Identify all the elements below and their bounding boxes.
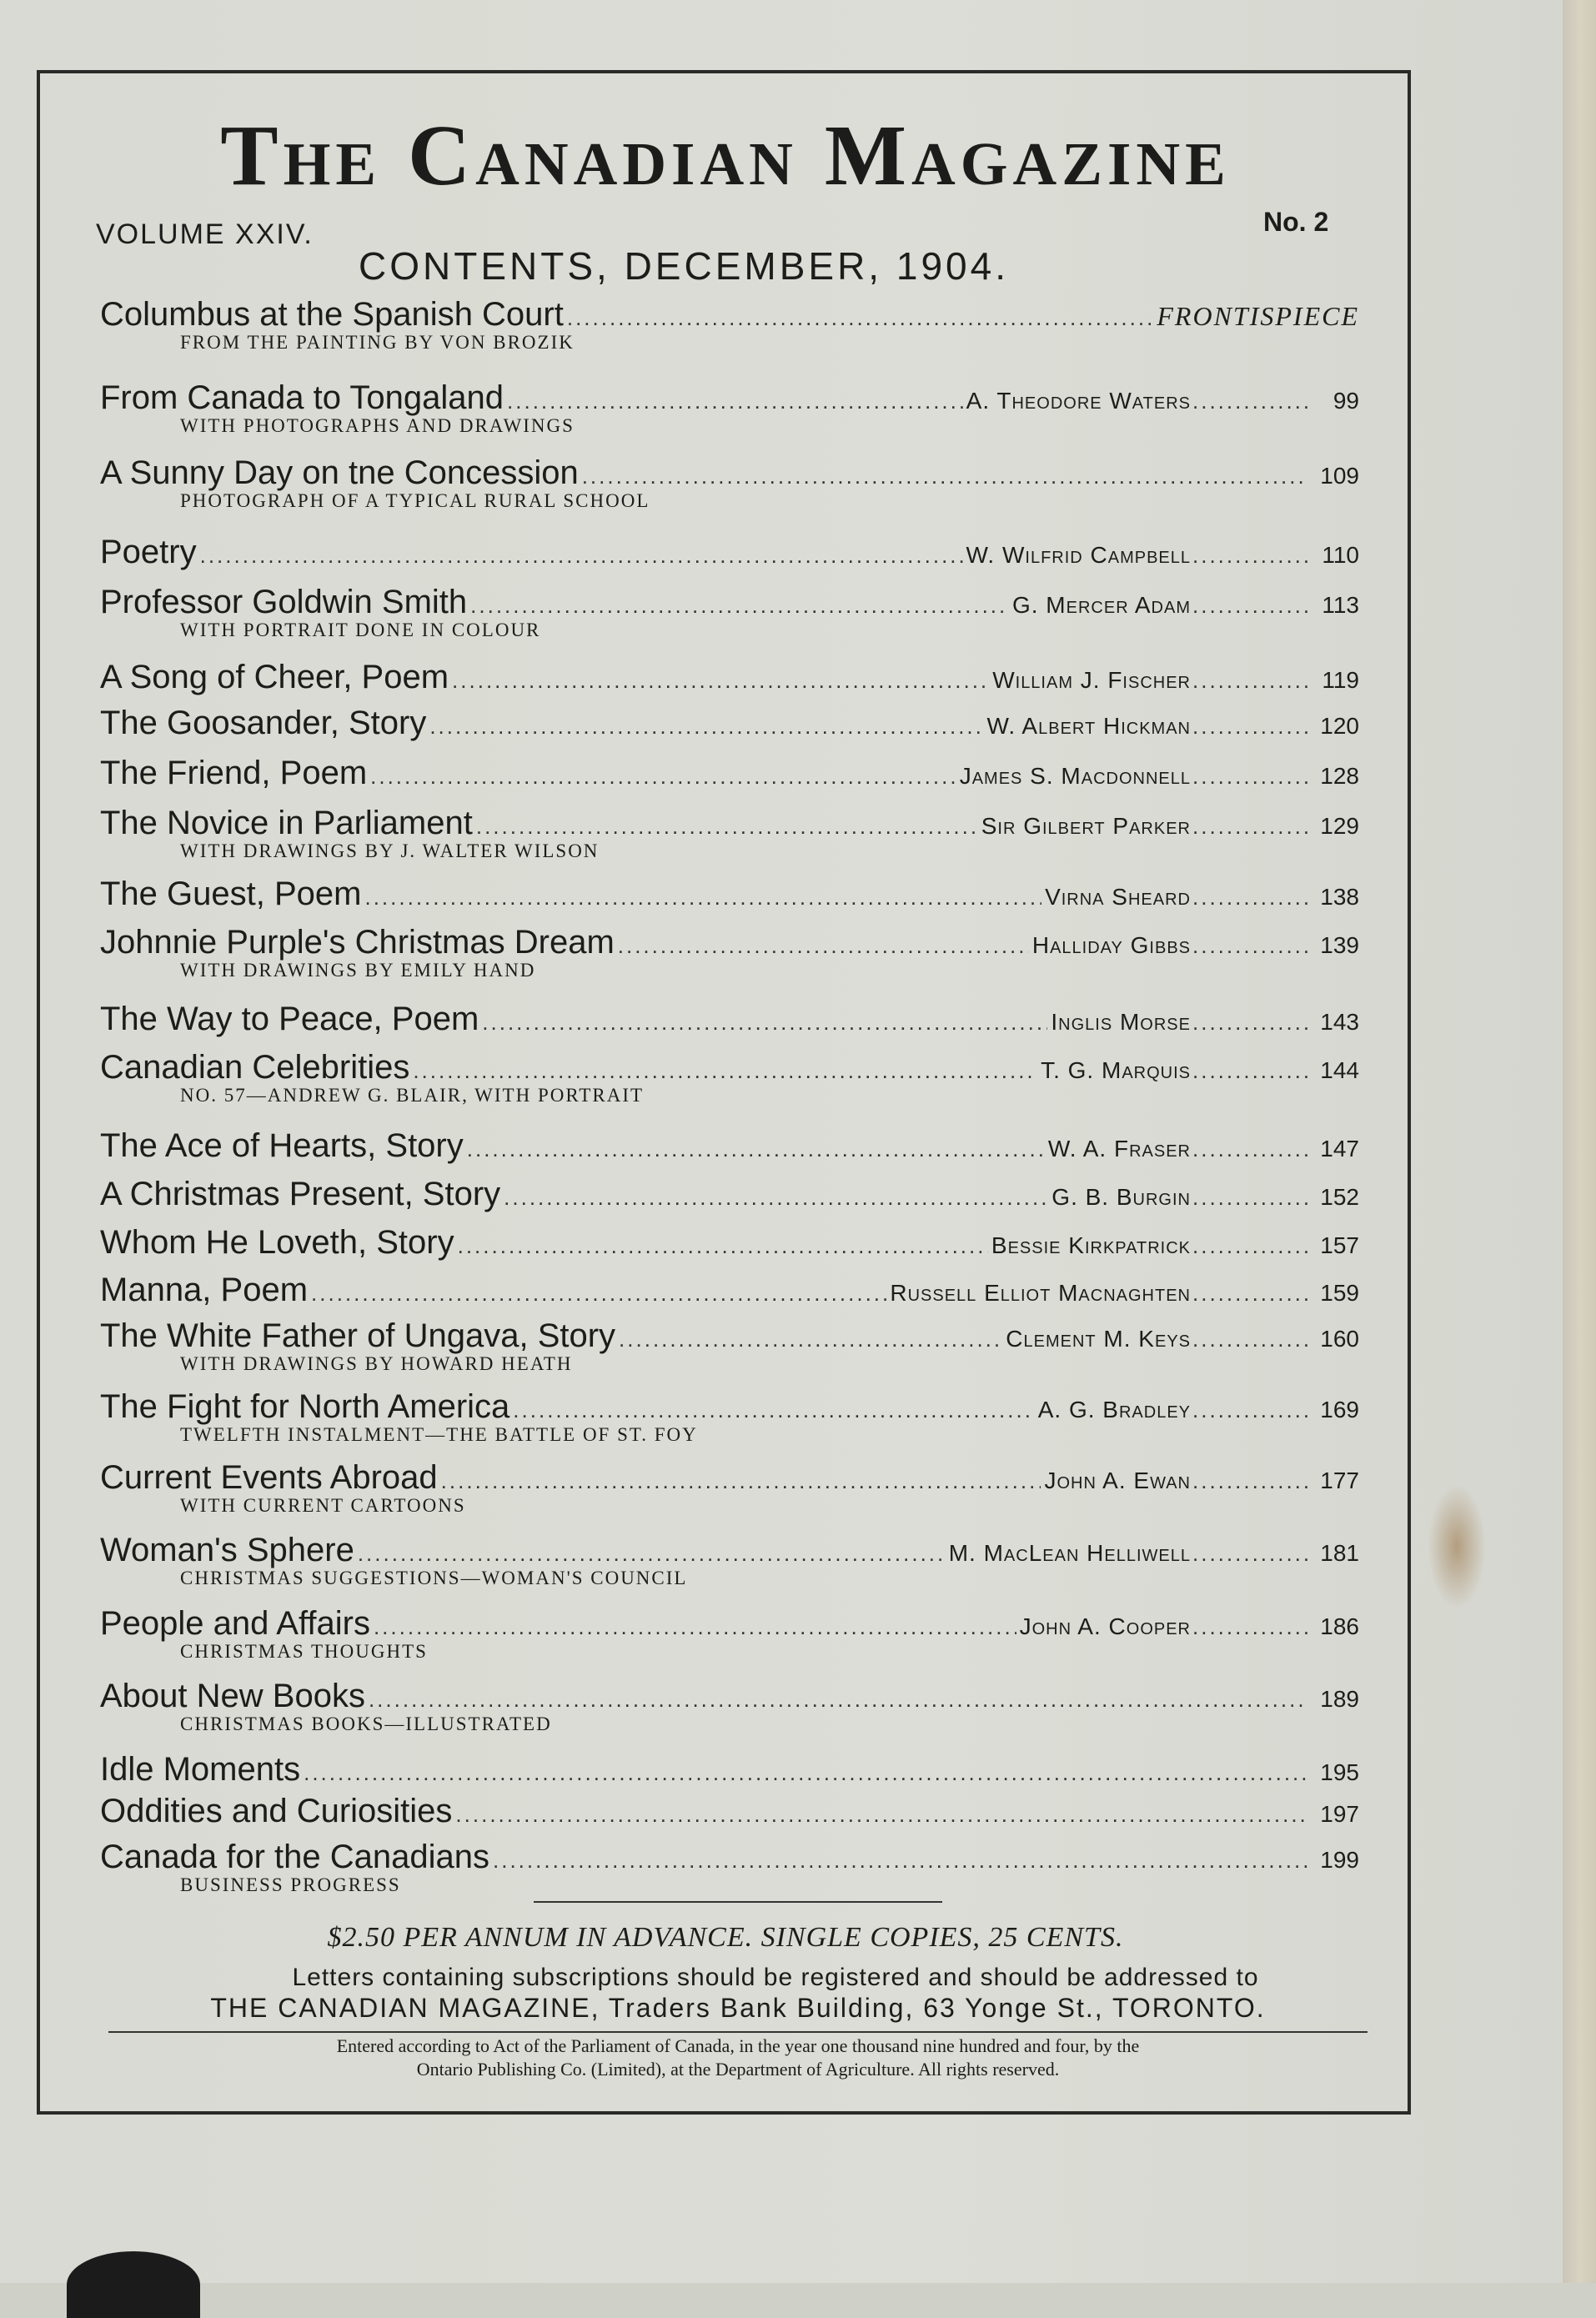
toc-entry — [100, 1839, 1359, 1896]
toc-entry — [100, 755, 1359, 792]
toc-title: Idle Moments — [100, 1751, 301, 1788]
dot-leader — [1192, 389, 1309, 414]
toc-row — [100, 1678, 1359, 1715]
toc-author: A. G. Bradley — [1037, 1397, 1191, 1422]
toc-page-number: 144 — [1320, 1057, 1359, 1083]
toc-title: Canadian Celebrities — [100, 1049, 410, 1086]
toc-entry — [100, 1317, 1359, 1375]
dot-leader — [374, 1614, 1016, 1640]
toc-row — [100, 805, 1359, 842]
toc-title: Johnnie Purple's Christmas Dream — [100, 924, 615, 961]
toc-row — [100, 379, 1359, 417]
dot-leader — [364, 885, 1041, 911]
toc-row — [100, 1459, 1359, 1497]
toc-title: From Canada to Tongaland — [100, 379, 504, 416]
dot-leader — [1192, 1327, 1309, 1352]
toc-page-number: 99 — [1333, 388, 1359, 414]
masthead: The Canadian Magazine — [220, 108, 1231, 203]
toc-page-number: 120 — [1320, 713, 1359, 739]
toc-title: The Ace of Hearts, Story — [100, 1127, 464, 1164]
toc-page-number: 186 — [1320, 1613, 1359, 1639]
copyright-line: Entered according to Act of the Parliament of Canada, in the year one thousand nine hundred and four, by the — [336, 2035, 1140, 2056]
toc-title: A Sunny Day on tne Concession — [100, 454, 579, 491]
toc-author: John A. Ewan — [1044, 1468, 1191, 1493]
dot-leader — [1192, 1541, 1309, 1567]
toc-entry — [100, 584, 1359, 641]
dot-leader — [1192, 593, 1309, 619]
dot-leader — [441, 1468, 1041, 1494]
toc-page-number: 189 — [1320, 1686, 1359, 1712]
toc-entry — [100, 379, 1359, 437]
toc-row — [100, 755, 1359, 792]
toc-author: Halliday Gibbs — [1031, 932, 1191, 958]
toc-subtitle: WITH DRAWINGS BY HOWARD HEATH — [180, 1353, 573, 1374]
toc-entry — [100, 296, 1359, 354]
toc-row — [100, 876, 1359, 913]
dot-leader — [582, 464, 1307, 489]
toc-page-number: 159 — [1320, 1280, 1359, 1306]
toc-entry — [100, 805, 1359, 862]
dot-leader — [370, 764, 956, 790]
toc-subtitle: NO. 57—ANDREW G. BLAIR, WITH PORTRAIT — [180, 1085, 645, 1106]
dot-leader — [200, 543, 963, 569]
dot-leader — [1192, 1468, 1309, 1494]
toc-title: Canada for the Canadians — [100, 1839, 489, 1875]
toc-title: Woman's Sphere — [100, 1532, 354, 1568]
dot-leader — [1192, 814, 1309, 840]
dot-leader — [1192, 668, 1309, 694]
toc-entry — [100, 705, 1359, 742]
toc-entry — [100, 1532, 1359, 1589]
toc-subtitle: WITH DRAWINGS BY J. WALTER WILSON — [180, 840, 600, 861]
toc-page-number: 169 — [1320, 1397, 1359, 1422]
dot-leader — [1192, 1233, 1309, 1259]
toc-title: The Guest, Poem — [100, 876, 362, 912]
toc-entry — [100, 1751, 1359, 1789]
toc-title: Oddities and Curiosities — [100, 1793, 453, 1829]
toc-subtitle: WITH DRAWINGS BY EMILY HAND — [180, 960, 536, 981]
toc-page-number: 160 — [1320, 1326, 1359, 1352]
toc-entry — [100, 1388, 1359, 1446]
dot-leader — [1192, 933, 1309, 959]
dot-leader — [358, 1541, 946, 1567]
dot-leader — [1192, 1010, 1309, 1036]
toc-page-number: 139 — [1320, 932, 1359, 958]
toc-page-number: 157 — [1320, 1232, 1359, 1258]
toc-page-number: 109 — [1320, 463, 1359, 489]
toc-title: Professor Goldwin Smith — [100, 584, 468, 620]
issue-number: No. 2 — [1263, 207, 1329, 237]
dot-leader — [455, 1802, 1307, 1828]
toc-subtitle: FROM THE PAINTING BY VON BROZIK — [180, 332, 575, 353]
toc-author: Inglis Morse — [1051, 1009, 1191, 1035]
toc-page-number: 129 — [1320, 813, 1359, 839]
toc-title: The Goosander, Story — [100, 705, 427, 741]
toc-entry — [100, 1127, 1359, 1165]
dot-leader — [413, 1058, 1037, 1084]
toc-title: The Novice in Parliament — [100, 805, 473, 841]
toc-title: The Fight for North America — [100, 1388, 510, 1425]
divider — [534, 1901, 942, 1903]
toc-subtitle: TWELFTH INSTALMENT—THE BATTLE OF ST. FOY — [180, 1424, 698, 1445]
dot-leader — [1192, 1281, 1309, 1307]
toc-author: Sir Gilbert Parker — [981, 813, 1191, 839]
toc-page-number: 119 — [1322, 667, 1359, 693]
toc-page-number: 128 — [1320, 763, 1359, 789]
toc-title: People and Affairs — [100, 1605, 370, 1642]
volume-label: VOLUME XXIV. — [96, 218, 314, 250]
toc-title: About New Books — [100, 1678, 365, 1714]
page-edge — [1563, 0, 1596, 2283]
toc-row — [100, 1388, 1359, 1426]
toc-entry — [100, 1459, 1359, 1517]
toc-row — [100, 296, 1359, 334]
toc-author: W. Albert Hickman — [986, 713, 1191, 739]
toc-page-number: FRONTISPIECE — [1157, 301, 1359, 331]
toc-page-number: 195 — [1320, 1759, 1359, 1785]
toc-author: M. MacLean Helliwell — [948, 1540, 1191, 1566]
toc-page-number: 181 — [1320, 1540, 1359, 1566]
dot-leader — [618, 933, 1029, 959]
dot-leader — [304, 1760, 1307, 1786]
toc-entry — [100, 876, 1359, 913]
dot-leader — [1192, 714, 1309, 740]
toc-author: G. B. Burgin — [1051, 1184, 1191, 1210]
toc-entry — [100, 924, 1359, 981]
toc-row — [100, 1001, 1359, 1038]
toc-page-number: 113 — [1322, 592, 1359, 618]
dot-leader — [1192, 1614, 1309, 1640]
dot-leader — [311, 1281, 886, 1307]
dot-leader — [493, 1848, 1307, 1874]
toc-title: Manna, Poem — [100, 1272, 309, 1308]
dot-leader — [476, 814, 978, 840]
toc-author: W. Wilfrid Campbell — [966, 542, 1191, 568]
dot-leader — [567, 305, 1154, 331]
toc-subtitle: BUSINESS PROGRESS — [180, 1874, 401, 1895]
toc-entry — [100, 1272, 1359, 1309]
dot-leader — [619, 1327, 1002, 1352]
toc-row — [100, 924, 1359, 961]
dot-leader — [1192, 764, 1309, 790]
subscription-note: Letters containing subscriptions should be registered and should be addressed to — [292, 1964, 1259, 1991]
dot-leader — [429, 714, 983, 740]
toc-subtitle: CHRISTMAS SUGGESTIONS—WOMAN'S COUNCIL — [180, 1568, 688, 1588]
dot-leader — [1192, 1136, 1309, 1162]
dot-leader — [1192, 543, 1309, 569]
toc-row — [100, 1127, 1359, 1165]
dot-leader — [507, 389, 963, 414]
toc-subtitle: CHRISTMAS THOUGHTS — [180, 1641, 428, 1662]
toc-author: A. Theodore Waters — [966, 388, 1191, 414]
toc-row — [100, 1605, 1359, 1643]
toc-row — [100, 1839, 1359, 1876]
toc-entry — [100, 1224, 1359, 1262]
toc-title: Whom He Loveth, Story — [100, 1224, 454, 1261]
toc-row — [100, 705, 1359, 742]
toc-author: Virna Sheard — [1045, 884, 1191, 910]
toc-page-number: 199 — [1320, 1847, 1359, 1873]
toc-subtitle: WITH PHOTOGRAPHS AND DRAWINGS — [180, 415, 575, 436]
toc-page-number: 110 — [1322, 542, 1359, 568]
toc-author: John A. Cooper — [1019, 1613, 1191, 1639]
toc-entry — [100, 1001, 1359, 1038]
dot-leader — [513, 1397, 1034, 1423]
toc-row — [100, 1532, 1359, 1569]
paper-stain — [1428, 1484, 1486, 1609]
toc-author: G. Mercer Adam — [1011, 592, 1191, 618]
toc-row — [100, 1049, 1359, 1086]
toc-subtitle: WITH CURRENT CARTOONS — [180, 1495, 466, 1516]
toc-entry — [100, 1678, 1359, 1735]
toc-row — [100, 1317, 1359, 1355]
dot-leader — [482, 1010, 1047, 1036]
toc-page-number: 152 — [1320, 1184, 1359, 1210]
thumb-shadow — [67, 2251, 200, 2318]
toc-row — [100, 534, 1359, 571]
toc-row — [100, 1176, 1359, 1213]
toc-title: A Christmas Present, Story — [100, 1176, 501, 1212]
toc-title: Poetry — [100, 534, 197, 570]
toc-page-number: 177 — [1320, 1468, 1359, 1493]
toc-author: W. A. Fraser — [1047, 1136, 1191, 1162]
copyright-line: Ontario Publishing Co. (Limited), at the Department of Agriculture. All rights reserved. — [416, 2058, 1060, 2080]
toc-title: The Way to Peace, Poem — [100, 1001, 479, 1037]
divider — [108, 2031, 1368, 2033]
toc-subtitle: CHRISTMAS BOOKS—ILLUSTRATED — [180, 1713, 552, 1734]
toc-row — [100, 1272, 1359, 1309]
publisher-address: THE CANADIAN MAGAZINE, Traders Bank Building, 63 Yonge St., TORONTO. — [210, 1993, 1266, 2023]
toc-author: James S. Macdonnell — [959, 763, 1191, 789]
dot-leader — [458, 1233, 988, 1259]
toc-author: Russell Elliot Macnaghten — [890, 1280, 1191, 1306]
dot-leader — [452, 668, 989, 694]
toc-title: The Friend, Poem — [100, 755, 368, 791]
dot-leader — [504, 1185, 1048, 1211]
toc-title: Columbus at the Spanish Court — [100, 296, 564, 333]
toc-subtitle: PHOTOGRAPH OF A TYPICAL RURAL SCHOOL — [180, 490, 650, 511]
toc-author: T. G. Marquis — [1041, 1057, 1191, 1083]
dot-leader — [1192, 1058, 1309, 1084]
dot-leader — [1192, 1397, 1309, 1423]
toc-author: Bessie Kirkpatrick — [991, 1232, 1191, 1258]
toc-row — [100, 454, 1359, 492]
toc-entry — [100, 1049, 1359, 1106]
toc-entry — [100, 454, 1359, 512]
toc-row — [100, 584, 1359, 621]
toc-row — [100, 1751, 1359, 1789]
toc-row — [100, 1793, 1359, 1830]
toc-subtitle: WITH PORTRAIT DONE IN COLOUR — [180, 620, 541, 640]
toc-entry — [100, 1176, 1359, 1213]
toc-author: William J. Fischer — [992, 667, 1191, 693]
toc-page-number: 138 — [1320, 884, 1359, 910]
dot-leader — [369, 1687, 1307, 1713]
toc-title: A Song of Cheer, Poem — [100, 659, 449, 695]
dot-leader — [1192, 1185, 1309, 1211]
dot-leader — [470, 593, 1009, 619]
toc-entry — [100, 1605, 1359, 1663]
toc-page-number: 197 — [1320, 1801, 1359, 1827]
dot-leader — [1192, 885, 1309, 911]
copyright-notice — [108, 2035, 1368, 2080]
toc-title: The White Father of Ungava, Story — [100, 1317, 616, 1354]
toc-author: Clement M. Keys — [1006, 1326, 1191, 1352]
toc-row — [100, 659, 1359, 696]
dot-leader — [467, 1136, 1045, 1162]
contents-heading: CONTENTS, DECEMBER, 1904. — [359, 244, 1009, 288]
toc-page-number: 147 — [1320, 1136, 1359, 1162]
toc-title: Current Events Abroad — [100, 1459, 438, 1496]
toc-entry — [100, 659, 1359, 696]
toc-entry — [100, 1793, 1359, 1830]
toc-entry — [100, 534, 1359, 571]
price-line: $2.50 PER ANNUM IN ADVANCE. SINGLE COPIES, 25 CENTS. — [327, 1922, 1124, 1953]
toc-page-number: 143 — [1320, 1009, 1359, 1035]
toc-row — [100, 1224, 1359, 1262]
